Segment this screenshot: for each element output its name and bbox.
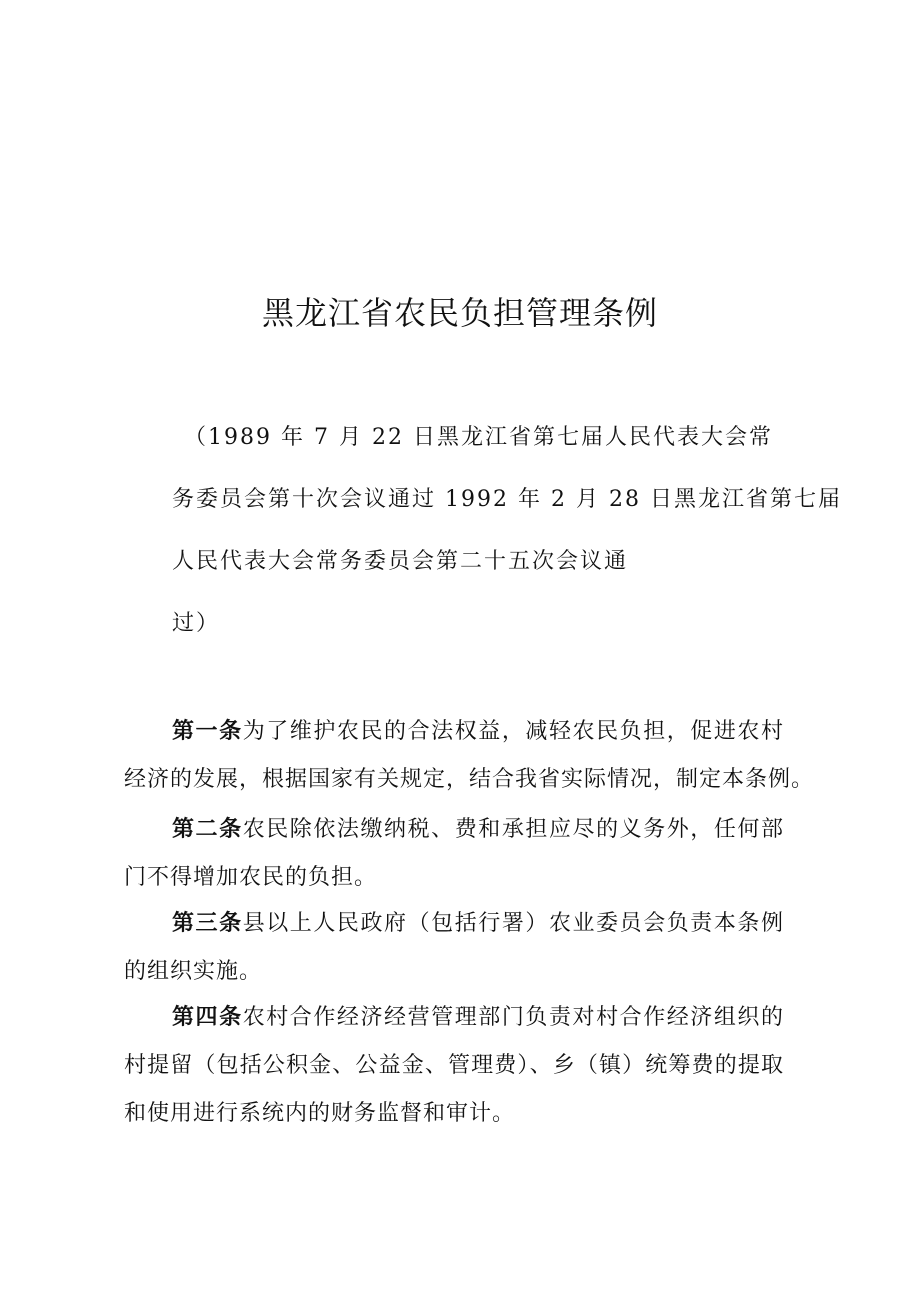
article-4-line-3: 和使用进行系统内的财务监督和审计。 bbox=[124, 1101, 516, 1126]
article-1-number: 第一条 bbox=[172, 719, 243, 744]
preamble-line-1: （1989 年 7 月 22 日黑龙江省第七届人民代表大会常 bbox=[184, 425, 773, 450]
preamble-line-4: 过） bbox=[172, 611, 221, 636]
article-3-text-1: 县以上人民政府（包括行署）农业委员会负责本条例 bbox=[242, 911, 784, 936]
document-title: 黑龙江省农民负担管理条例 bbox=[261, 294, 658, 332]
preamble-line-2: 务委员会第十次会议通过 1992 年 2 月 28 日黑龙江省第七届 bbox=[172, 487, 842, 512]
article-2-line-2: 门不得增加农民的负担。 bbox=[124, 865, 378, 890]
preamble-line-3: 人民代表大会常务委员会第二十五次会议通 bbox=[172, 549, 629, 574]
article-2-text-1: 农民除依法缴纳税、费和承担应尽的义务外，任何部 bbox=[242, 817, 784, 842]
article-2-number: 第二条 bbox=[172, 817, 243, 842]
article-1-line-1 bbox=[172, 714, 784, 745]
article-3-line-2: 的组织实施。 bbox=[124, 959, 263, 984]
article-1-text-1: 为了维护农民的合法权益，减轻农民负担，促进农村 bbox=[242, 719, 784, 744]
article-3-line-1 bbox=[172, 906, 784, 937]
article-4-line-1 bbox=[172, 1000, 784, 1031]
article-4-text-1: 农村合作经济经营管理部门负责对村合作经济组织的 bbox=[242, 1005, 784, 1030]
article-1-line-2: 经济的发展，根据国家有关规定，结合我省实际情况，制定本条例。 bbox=[124, 767, 815, 792]
article-2-line-1 bbox=[172, 812, 784, 843]
article-4-number: 第四条 bbox=[172, 1005, 243, 1030]
article-4-line-2: 村提留（包括公积金、公益金、管理费）、乡（镇）统筹费的提取 bbox=[124, 1053, 784, 1078]
article-3-number: 第三条 bbox=[172, 911, 243, 936]
